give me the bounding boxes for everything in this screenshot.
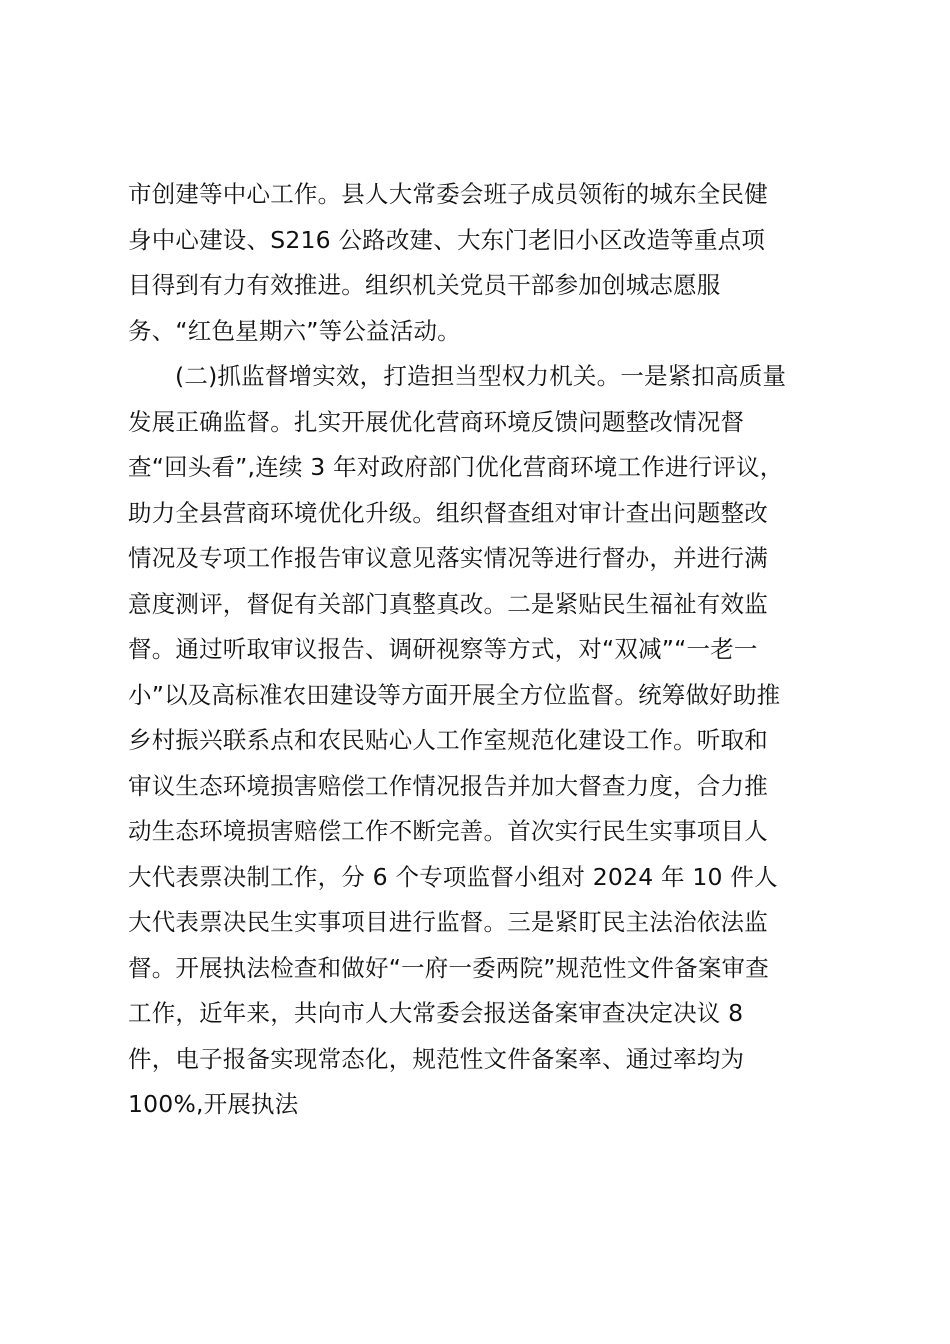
text-line: 情况及专项工作报告审议意见落实情况等进行督办，并进行满: [128, 544, 768, 572]
text-line: 意度测评，督促有关部门真整真改。二是紧贴民生福祉有效监: [128, 589, 768, 618]
text-line: 身中心建设、S216 公路改建、大东门老旧小区改造等重点项: [128, 225, 766, 254]
text-line: 乡村振兴联系点和农民贴心人工作室规范化建设工作。听取和: [128, 726, 768, 754]
paragraph-heading-line: (二)抓监督增实效，打造担当型权力机关。一是紧扣高质量: [175, 362, 787, 390]
text-line: 动生态环境损害赔偿工作不断完善。首次实行民生实事项目人: [128, 817, 768, 845]
text-line: 100%,开展执法: [128, 1090, 299, 1118]
text-line: 大代表票决制工作，分 6 个专项监督小组对 2024 年 10 件人: [128, 862, 778, 891]
text-line: 目得到有力有效推进。组织机关党员干部参加创城志愿服: [128, 271, 721, 299]
text-line: 工作，近年来，共向市人大常委会报送备案审查决定决议 8: [128, 999, 744, 1027]
text-line: 大代表票决民生实事项目进行监督。三是紧盯民主法治依法监: [128, 908, 768, 936]
text-line: 督。通过听取审议报告、调研视察等方式，对“双减”“一老一: [128, 635, 758, 663]
text-line: 助力全县营商环境优化升级。组织督查组对审计查出问题整改: [128, 498, 768, 527]
text-line: 件，电子报备实现常态化，规范性文件备案率、通过率均为: [128, 1044, 745, 1073]
text-line: 务、“红色星期六”等公益活动。: [128, 316, 461, 345]
text-line: 小”以及高标准农田建设等方面开展全方位监督。统筹做好助推: [128, 680, 781, 709]
text-line: 市创建等中心工作。县人大常委会班子成员领衔的城东全民健: [128, 180, 768, 208]
text-line: 审议生态环境损害赔偿工作情况报告并加大督查力度，合力推: [128, 771, 768, 800]
text-line: 督。开展执法检查和做好“一府一委两院”规范性文件备案审查: [128, 953, 769, 982]
text-line: 查“回头看”,连续 3 年对政府部门优化营商环境工作进行评议，: [128, 453, 784, 481]
text-line: 发展正确监督。扎实开展优化营商环境反馈问题整改情况督: [128, 407, 745, 436]
body-text: [128, 172, 838, 1128]
